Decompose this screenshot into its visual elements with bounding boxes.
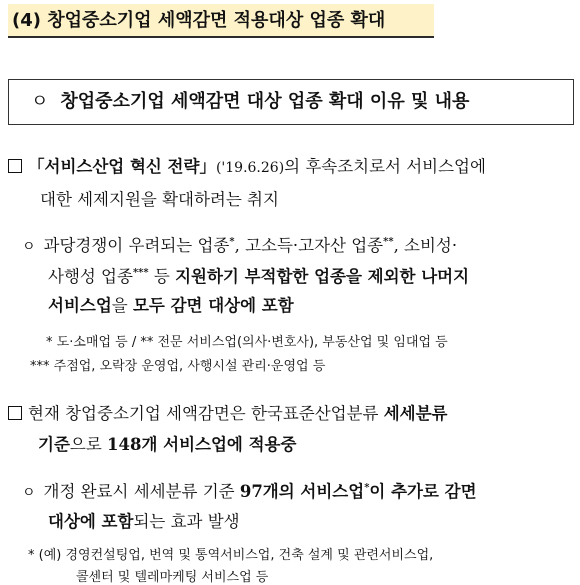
square-bullet-icon xyxy=(8,159,22,173)
subpoint-1-bold-b: 모두 감면 대상에 포함 xyxy=(132,296,294,315)
paragraph-1-line-2: 대한 세제지원을 확대하려는 취지 xyxy=(40,190,279,209)
subpoint-2-text-a: 개정 완료시 세세분류 기준 xyxy=(43,482,240,501)
subpoint-1-text-f: 을 xyxy=(111,296,133,315)
subpoint-1-text-c: , 소비성· xyxy=(393,236,458,255)
paragraph-2-line-1 xyxy=(8,400,447,424)
square-bullet-icon xyxy=(8,406,22,420)
footnote-2: *** 주점업, 오락장 운영업, 사행시설 관리·운영업 등 xyxy=(30,359,326,374)
paragraph-1-line-1 xyxy=(8,153,486,177)
subpoint-2-line-2 xyxy=(48,508,240,532)
strategy-title: 「서비스산업 혁신 전략」 xyxy=(28,157,216,176)
circle-bullet-icon: ㅇ xyxy=(31,91,49,112)
subpoint-1-line-1 xyxy=(22,232,457,256)
subpoint-1-text-e: 등 xyxy=(148,267,176,286)
subpoint-1-line-3 xyxy=(48,292,294,316)
subpoint-1-bold-a: 서비스업 xyxy=(48,296,112,315)
summary-box-text: 창업중소기업 세액감면 대상 업종 확대 이유 및 내용 xyxy=(60,91,470,112)
paragraph-2-text-b: 으로 xyxy=(69,435,108,454)
subpoint-1-line-2 xyxy=(48,263,469,287)
subpoint-1-text-a: 과당경쟁이 우려되는 업종 xyxy=(43,236,230,255)
subpoint-1-text-b: , 고소득·고자산 업종 xyxy=(234,236,384,255)
footnote-mark: *** xyxy=(132,267,149,279)
paragraph-2-text: 현재 창업중소기업 세액감면은 한국표준산업분류 xyxy=(28,404,384,423)
subpoint-2-bold: 97개의 서비스업 xyxy=(239,482,365,501)
subpoint-2-text-b: 되는 효과 발생 xyxy=(133,512,240,531)
circle-bullet-icon: ㅇ xyxy=(22,239,36,255)
paragraph-2-bold-a: 기준 xyxy=(38,435,70,454)
paragraph-1-text: 의 후속조치로서 서비스업에 xyxy=(284,157,486,176)
paragraph-2-bold-b: 148개 서비스업에 적용중 xyxy=(107,435,297,454)
subpoint-2-bold-c: 대상에 포함 xyxy=(48,512,134,531)
footnote-mark: * xyxy=(364,482,370,494)
footnote-mark: * xyxy=(229,236,235,248)
footnote-4: 콜센터 및 텔레마케팅 서비스업 등 xyxy=(76,570,269,585)
section-title: (4) 창업중소기업 세액감면 적용대상 업종 확대 xyxy=(8,4,434,38)
subpoint-2-bold-b: 이 추가로 감면 xyxy=(369,482,477,501)
paragraph-2-bold: 세세분류 xyxy=(383,404,448,423)
subpoint-2-line-1 xyxy=(22,478,477,502)
footnote-1: * 도·소매업 등 / ** 전문 서비스업(의사·변호사), 부동산업 및 임대업 등 xyxy=(46,335,448,350)
circle-bullet-icon: ㅇ xyxy=(22,485,36,501)
summary-box xyxy=(8,79,574,125)
subpoint-1-text-d: 사행성 업종 xyxy=(48,267,133,286)
subpoint-1-bold: 지원하기 부적합한 업종을 제외한 나머지 xyxy=(175,267,470,286)
strategy-date: ('19.6.26) xyxy=(215,160,285,176)
footnote-mark: ** xyxy=(383,236,394,248)
paragraph-2-line-2 xyxy=(38,431,296,455)
footnote-3: * (예) 경영컨설팅업, 번역 및 통역서비스업, 건축 설계 및 관련서비스업, xyxy=(28,548,434,563)
